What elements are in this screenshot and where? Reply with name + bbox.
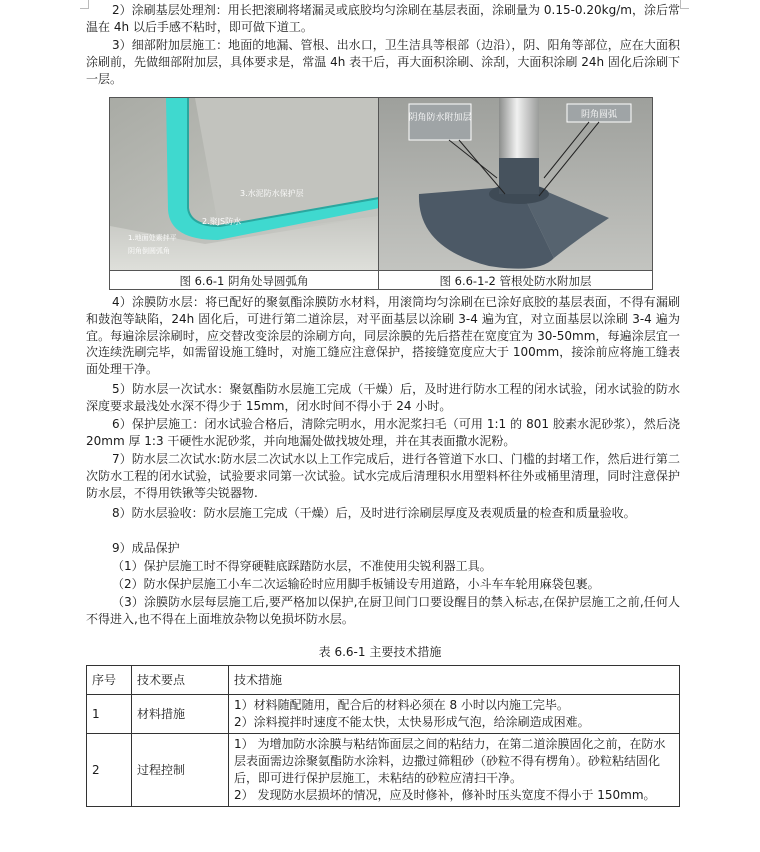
label-cement-protect: 3.水泥防水保护层 <box>240 189 304 198</box>
row-point: 材料措施 <box>132 695 229 734</box>
row-no: 1 <box>87 695 132 734</box>
protection-item-1: （1）保护层施工时不得穿硬鞋底踩踏防水层，不准使用尖锐利器工具。 <box>112 559 492 573</box>
tech-measures-table <box>86 665 680 807</box>
table-title: 表 6.6-1 主要技术措施 <box>318 645 442 659</box>
table-row <box>87 695 680 734</box>
row-measures <box>229 695 680 734</box>
header-measures: 技术措施 <box>229 666 680 695</box>
paragraph-9-title: 9）成品保护 <box>112 541 180 555</box>
row-measures <box>229 734 680 807</box>
paragraph-7: 7）防水层二次试水:防水层二次试水以上工作完成后，进行各管道下水口、门槛的封堵工作，然后进行第二次防水工程的闭水试验，试验要求同第一次试验。试水完成后清理积水用塑料杯往外或桶里清理，同时注意保护防水层，不得用铁锹等尖锐器物. <box>86 452 680 500</box>
paragraph-4: 4）涂膜防水层：将已配好的聚氨酯涂膜防水材料，用滚筒均匀涂刷在已涂好底胶的基层表面，不得有漏刷和鼓泡等缺陷，24h 固化后，可进行第二道涂层，对平面基层以涂刷 3-4 遍为宜，对立面基层以涂刷 3-4 遍为宜。每遍涂层涂刷时，应交替改变涂层的涂刷方向，同层涂膜的先后搭茬在宽度宜为 30-50mm，每遍涂层宜一次连续洗刷完毕，如需留设施工缝时，对施工缝应注意保护，搭接缝宽度应大于 100mm，接涂前应将施工缝表面处理干净。 <box>86 295 680 377</box>
header-point: 技术要点 <box>132 666 229 695</box>
label-js-waterproof: 2.聚JS防水 <box>202 217 242 226</box>
paragraph-3: 3）细部附加层施工：地面的地漏、管根、出水口，卫生洁具等根部（边沿），阴、阳角等部位，应在大面积涂刷前，先做细部附加层，具体要求是，常温 4h 表干后，再大面积涂刷、涂刮，大面积涂刷 24h 固化后涂刷下一层。 <box>86 38 680 86</box>
label-floor-base: 1.地面处素拌平 <box>128 234 177 242</box>
row-point: 过程控制 <box>132 734 229 807</box>
figure-table <box>109 97 653 290</box>
measure-line: 2） 发现防水层损坏的情况，应及时修补，修补时压头宽度不得小于 150mm。 <box>234 788 656 802</box>
paragraph-6: 6）保护层施工：闭水试验合格后，清除完明水，用水泥浆扫毛（可用 1:1 的 801 胶素水泥砂浆），然后浇 20mm 厚 1:3 干硬性水泥砂浆，并向地漏处做找坡处理，并在其表面撒水泥粉。 <box>86 417 684 448</box>
pipe-root-illustration <box>379 98 652 270</box>
paragraph-8: 8）防水层验收：防水层施工完成（干燥）后，及时进行涂刷层厚度及表观质量的检查和质量验收。 <box>112 506 636 520</box>
protection-item-2: （2）防水保护层施工小车二次运输砼时应用脚手板铺设专用道路，小斗车车轮用麻袋包裹。 <box>112 577 600 591</box>
paragraph-5: 5）防水层一次试水：聚氨酯防水层施工完成（干燥）后，及时进行防水工程的闭水试验，闭水试验的防水深度要求最浅处水深不得少于 15mm，闭水时间不得小于 24 小时。 <box>86 382 680 413</box>
row-no: 2 <box>87 734 132 807</box>
figure-right-caption: 图 6.6-1-2 管根处防水附加层 <box>379 270 652 290</box>
measure-line: 2）涂料搅拌时速度不能太快，太快易形成气泡，给涂刷造成困难。 <box>234 715 590 729</box>
figure-left-caption: 图 6.6-1 阴角处导圆弧角 <box>110 270 379 290</box>
measure-line: 1） 为增加防水涂膜与粘结饰面层之间的粘结力，在第二道涂膜固化之前，在防水层表面需边涂聚氨酯防水涂料，边撒过筛粗砂（砂粒不得有楞角）。砂粒粘结固化后，即可进行保护层施工，未粘结的砂粒应清扫干净。 <box>234 737 666 785</box>
table-header-row <box>87 666 680 695</box>
paragraph-2: 2）涂刷基层处理剂：用长把滚刷将堵漏灵或底胶均匀涂刷在基层表面，涂刷量为 0.15-0.20kg/m，涂后常温在 4h 以后手感不粘时，即可做下道工。 <box>86 3 680 34</box>
table-row <box>87 734 680 807</box>
label-corner-extra-layer: 阴角防水附加层 <box>408 113 472 123</box>
figure-left-cell <box>110 98 379 270</box>
label-corner-arc: 阴角倒圆弧角 <box>128 247 170 255</box>
page-corner-mark-right <box>680 0 689 9</box>
measure-line: 1）材料随配随用，配合后的材料必须在 8 小时以内施工完毕。 <box>234 698 569 712</box>
pipe-wrap <box>499 158 539 194</box>
figure-right-cell <box>379 98 652 270</box>
corner-cove-illustration <box>110 98 379 270</box>
header-no: 序号 <box>87 666 132 695</box>
label-corner-arc-right: 阴角圆弧 <box>580 110 618 120</box>
protection-item-3: （3）涂膜防水层每层施工后,要严格加以保护,在厨卫间门口要设醒目的禁入标志,在保护层施工之前,任何人不得进入,也不得在上面堆放杂物以免损坏防水层。 <box>86 595 680 626</box>
